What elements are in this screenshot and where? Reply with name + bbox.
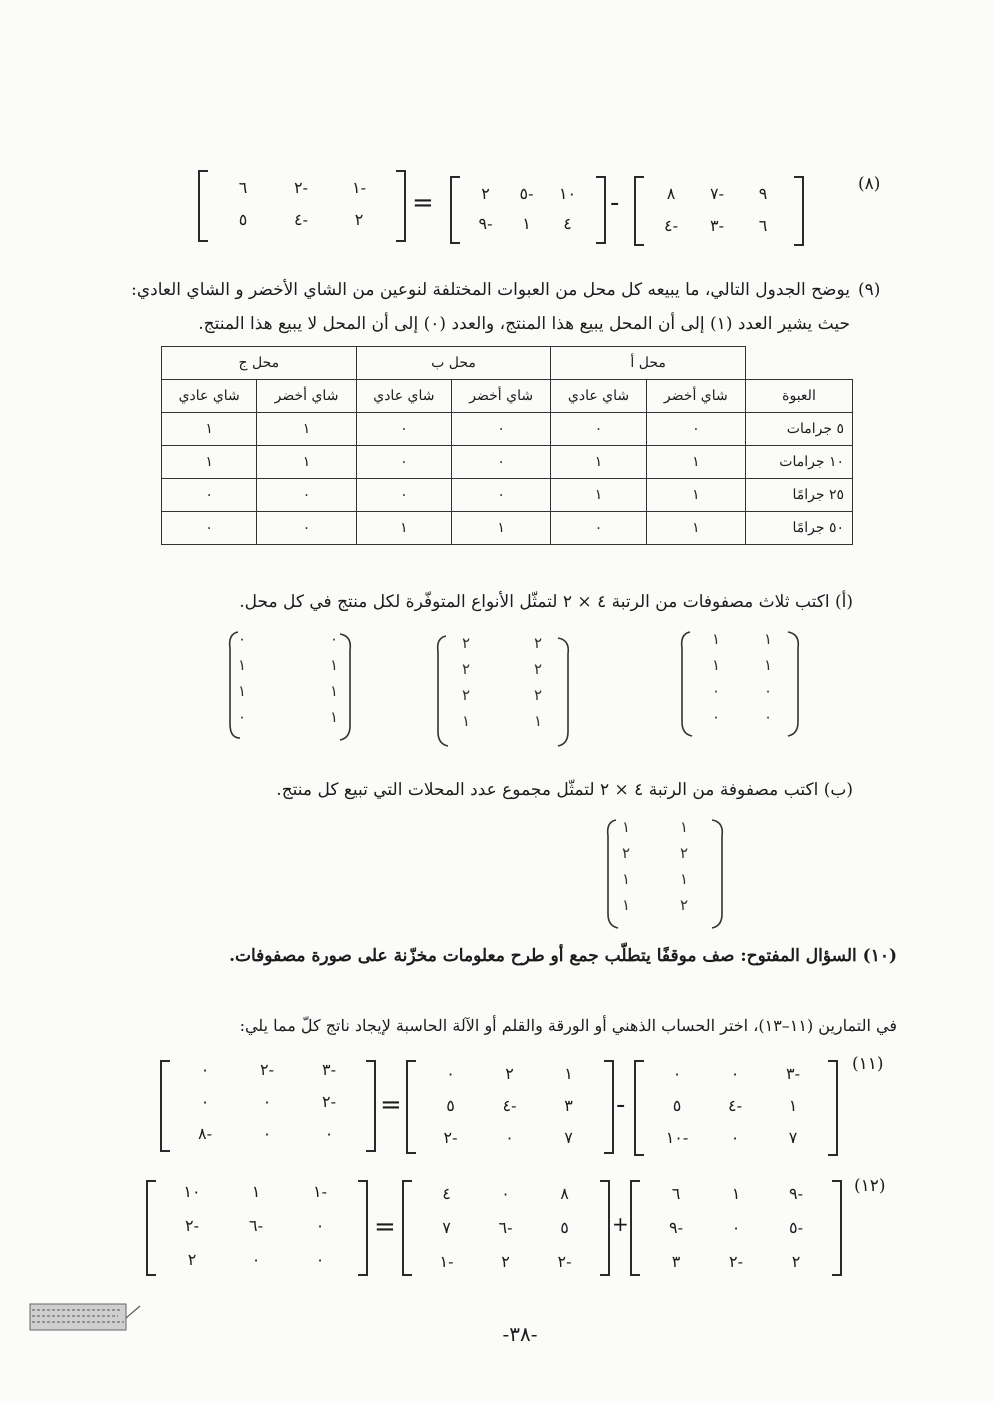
green-tea-header: شاي أخضر (257, 380, 356, 413)
table-row: ٢٥ جرامًا ١ ١ ٠ ٠ ٠ ٠ (162, 479, 853, 512)
exercise-12-number: (١٢) (854, 1176, 886, 1196)
equals-sign: = (380, 1090, 402, 1120)
store-a-header: محل أ (551, 347, 746, 380)
exercises-intro: في التمارين (١١–١٣)، اختر الحساب الذهني أو الورقة والقلم أو الآلة الحاسبة لإيجاد ناتج كلّ مما يلي: (239, 1016, 897, 1035)
equals-sign: = (374, 1212, 396, 1242)
stamp-scribble (28, 1300, 144, 1336)
table-row: ٥٠ جرامًا ١ ٠ ١ ١ ٠ ٠ (162, 512, 853, 545)
part-b-text: (ب) اكتب مصفوفة من الرتبة ٤ × ٢ لتمثّل مجموع عدد المحلات التي تبيع كل منتج. (276, 780, 853, 800)
exercise-9-line-1: يوضح الجدول التالي، ما يبيعه كل محل من العبوات المختلفة لنوعين من الشاي الأخضر و الشاي العادي: (131, 280, 850, 300)
exercise-8-number: (٨) (858, 174, 881, 194)
regular-tea-header: شاي عادي (551, 380, 646, 413)
exercise-11-number: (١١) (852, 1054, 884, 1074)
green-tea-header: شاي أخضر (452, 380, 551, 413)
store-b-header: محل ب (356, 347, 551, 380)
part-a-text: (أ) اكتب ثلاث مصفوفات من الرتبة ٤ × ٢ لتمثّل الأنواع المتوفّرة لكل منتج في كل محل. (239, 592, 853, 612)
table-row: ١٠ جرامات ١ ١ ٠ ٠ ١ ١ (162, 446, 853, 479)
minus-sign: - (616, 1090, 626, 1120)
plus-sign: + (612, 1212, 629, 1236)
stores-table (161, 346, 853, 545)
regular-tea-header: شاي عادي (356, 380, 451, 413)
store-c-header: محل ج (162, 347, 357, 380)
exercise-9-number: (٩) (858, 280, 881, 300)
exercise-10-text: (١٠) السؤال المفتوح: صف موقفًا يتطلّب جمع أو طرح معلومات مخزّنة على صورة مصفوفات. (229, 946, 897, 966)
table-row: ٥ جرامات ٠ ٠ ٠ ٠ ١ ١ (162, 413, 853, 446)
page: (٨) ١- ٢- ٦ ٢ ٤- ٥ = ١٠ ٥- ٢ ٤ ١ ٩- - ٩ ٧- ٨ ٦ ٣- ٤- (٩) يوضح الجدول التالي، ما يبيعه كل محل من العبوات المختلفة لنوعين من الشاي الأخضر و الشاي العادي: حيث يشير العدد (١) إلى أن المحل يبيع هذا المنتج، والعدد (٠) إلى أن المحل لا يبيع هذا المنتج. محل أ محل ب محل ج العبوة شاي أخضر شاي عادي شاي أخضر شاي عادي شاي أخضر شاي عادي ٥ جرامات ٠ ٠ ٠ ٠ ١ ١ ١٠ جرامات ١ ١ ٠ ٠ ١ ١ ٢٥ جرامًا ١ ١ ٠ ٠ ٠ ٠ ٥٠ جرامًا ١ ٠ ١ ١ ٠ ٠ (أ) اكتب ثلاث مصفوفات من الرتبة ٤ × ٢ لتمثّل الأنواع المتوفّرة لكل منتج في كل محل. ٠ ٠ ١ ١ ١ ١ ١ ٠ ٢ ٢ ٢ ٢ ٢ ٢ ١ ١ ١ ١ ١ ١ ٠ ٠ ٠ ٠ (ب) اكتب مصفوفة من الرتبة ٤ × ٢ لتمثّل مجموع عدد المحلات التي تبيع كل منتج. ١ ١ ٢ ٢ ١ ١ ٢ ١ (١٠) السؤال المفتوح: صف موقفًا يتطلّب جمع أو طرح معلومات مخزّنة على صورة مصفوفات. في التمارين (١١–١٣)، اختر الحساب الذهني أو الورقة والقلم أو الآلة الحاسبة لإيجاد ناتج كلّ مما يلي: (١١) ٣- ٢- ٠ ٢- ٠ ٠ ٠ ٠ ٨- = ١ ٢ ٠ ٣ ٤- ٥ ٧ ٠ ٢- - ٣- ٠ ٠ ١ ٤- ٥ ٧ ٠ ١٠- (١٢) ١- ١ ١٠ ٠ ٦- ٢- ٠ ٠ ٢ = ٨ ٠ ٤ ٥ ٦- ٧ ٢- ٢ ١- + ٩- ١ ٦ ٥- ٠ ٩- ٢ ٢- ٣ -٣٨- (0, 0, 993, 1403)
package-header: العبوة (746, 380, 853, 413)
page-number: -٣٨- (502, 1322, 538, 1346)
green-tea-header: شاي أخضر (646, 380, 745, 413)
minus-sign: - (610, 188, 620, 218)
exercise-9-line-2: حيث يشير العدد (١) إلى أن المحل يبيع هذا المنتج، والعدد (٠) إلى أن المحل لا يبيع هذا المنتج. (198, 314, 850, 334)
equals-sign: = (412, 188, 434, 218)
regular-tea-header: شاي عادي (162, 380, 257, 413)
